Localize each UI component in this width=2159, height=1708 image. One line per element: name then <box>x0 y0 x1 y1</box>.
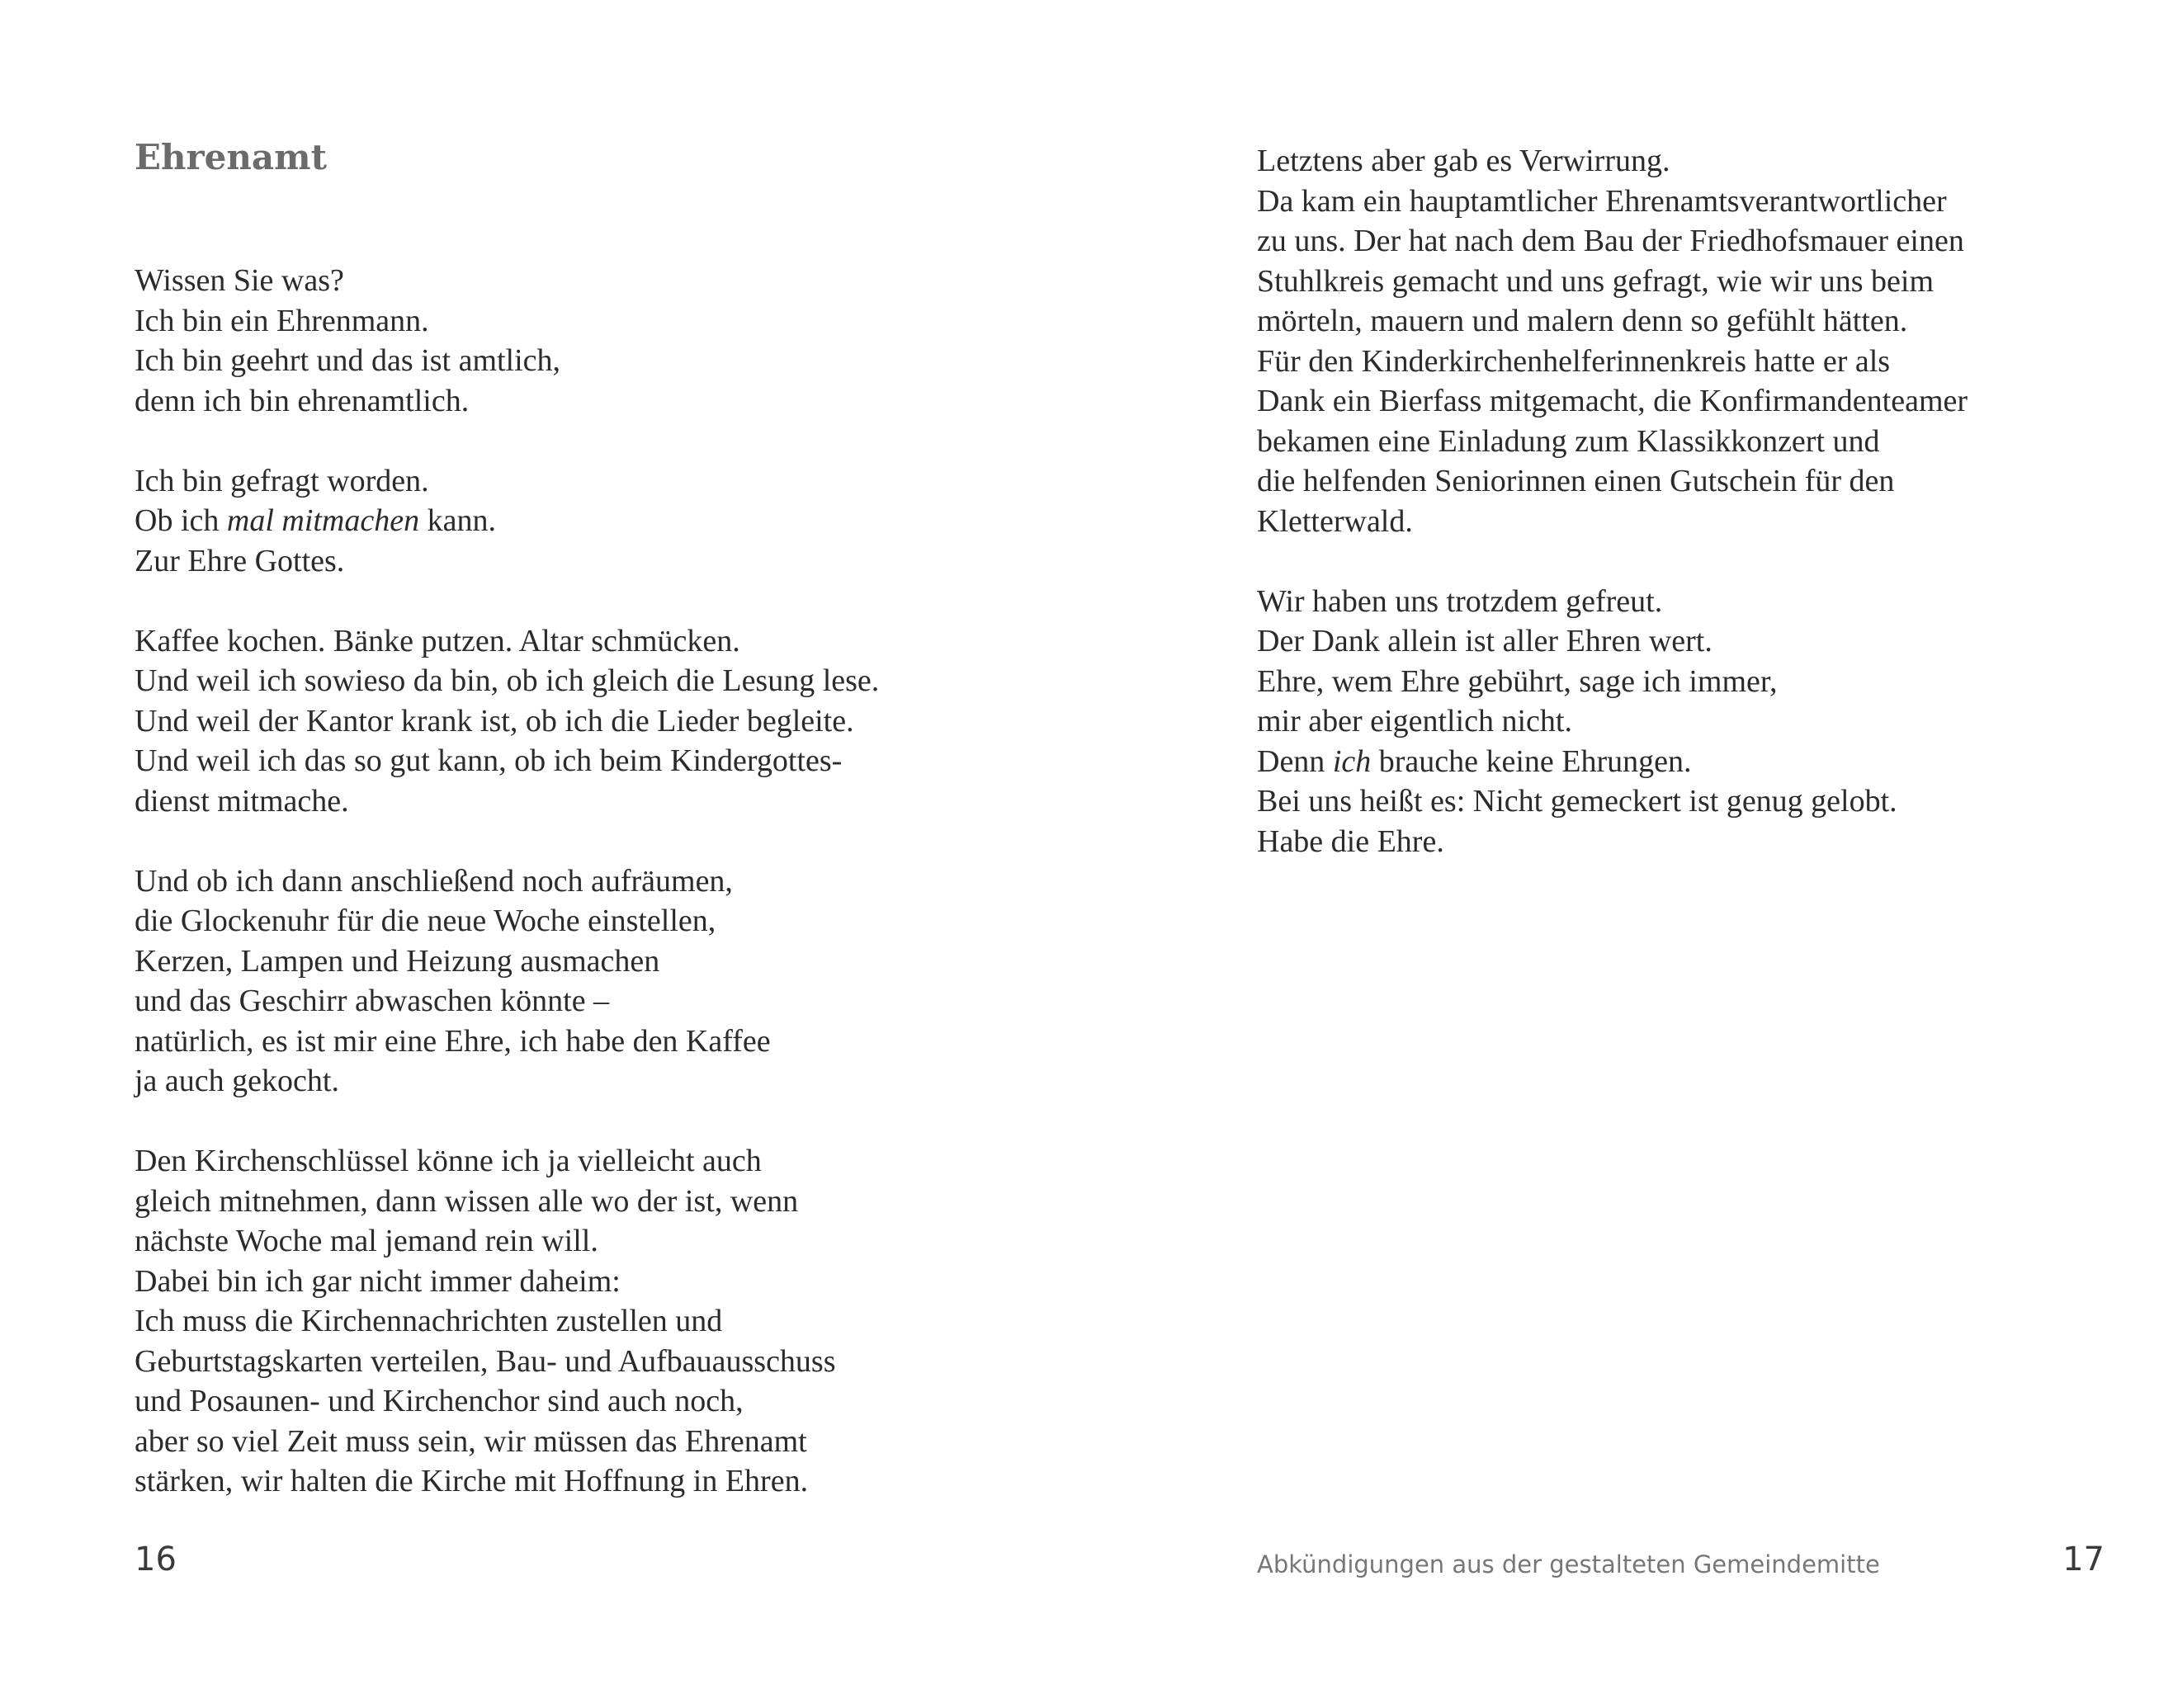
text-line: Habe die Ehre. <box>1257 823 1444 859</box>
text-line: Letztens aber gab es Verwirrung. <box>1257 144 1670 178</box>
left-body-text <box>135 261 879 1502</box>
text-segment: Ob ich <box>135 503 227 538</box>
text-line: Zur Ehre Gottes. <box>135 543 345 578</box>
text-line: Kletterwald. <box>1257 503 1413 539</box>
text-line: nächste Woche mal jemand rein will. <box>135 1224 598 1258</box>
text-line: ja auch gekocht. <box>135 1064 339 1098</box>
text-line: Kerzen, Lampen und Heizung ausmachen <box>135 943 660 979</box>
text-segment: kann. <box>419 503 496 538</box>
text-line: mörteln, mauern und malern denn so gefühlt hätten. <box>1257 304 1908 338</box>
text-line: Und weil ich das so gut kann, ob ich beim Kindergottes- <box>135 743 843 778</box>
text-line: Und ob ich dann anschließend noch aufräumen, <box>135 863 733 899</box>
text-line: mir aber eigentlich nicht. <box>1257 704 1572 738</box>
text-segment: brauche keine Ehrungen. <box>1371 743 1692 779</box>
text-line-mixed <box>1257 742 1968 782</box>
right-page <box>1080 0 2159 1708</box>
text-line-mixed <box>135 501 879 541</box>
stanza <box>1257 141 1968 541</box>
italic-text: ich <box>1332 743 1372 779</box>
stanza <box>135 261 879 421</box>
text-line: die Glockenuhr für die neue Woche einstellen, <box>135 904 716 938</box>
text-line: die helfenden Seniorinnen einen Gutschein für den <box>1257 464 1895 498</box>
text-line: und Posaunen- und Kirchenchor sind auch noch, <box>135 1384 744 1418</box>
text-line: Ich bin geehrt und das ist amtlich, <box>135 343 561 378</box>
text-line: Geburtstagskarten verteilen, Bau- und Aufbauausschuss <box>135 1343 836 1379</box>
text-line: dienst mitmache. <box>135 783 349 819</box>
right-body-text <box>1257 141 1968 861</box>
text-line: Wissen Sie was? <box>135 263 344 298</box>
text-line: Und weil der Kantor krank ist, ob ich die Lieder begleite. <box>135 703 854 738</box>
text-line: stärken, wir halten die Kirche mit Hoffnung in Ehren. <box>135 1464 809 1498</box>
text-line: Da kam ein hauptamtlicher Ehrenamtsverantwortlicher <box>1257 183 1947 219</box>
stanza <box>135 621 879 822</box>
text-line: gleich mitnehmen, dann wissen alle wo der ist, wenn <box>135 1183 799 1219</box>
stanza <box>135 1141 879 1502</box>
text-line: Ehre, wem Ehre gebührt, sage ich immer, <box>1257 663 1778 699</box>
text-segment: Denn <box>1257 743 1333 779</box>
running-footer: Abkündigungen aus der gestalteten Gemeindemitte <box>1257 1550 1880 1578</box>
stanza <box>135 861 879 1102</box>
text-line: Ich bin gefragt worden. <box>135 463 429 498</box>
text-line: natürlich, es ist mir eine Ehre, ich habe den Kaffee <box>135 1023 771 1059</box>
text-line: Dabei bin ich gar nicht immer daheim: <box>135 1263 621 1299</box>
text-line: aber so viel Zeit muss sein, wir müssen das Ehrenamt <box>135 1423 807 1459</box>
page-number: 16 <box>135 1541 177 1578</box>
text-line: zu uns. Der hat nach dem Bau der Friedhofsmauer einen <box>1257 224 1964 258</box>
text-line: Für den Kinderkirchenhelferinnenkreis hatte er als <box>1257 343 1891 379</box>
italic-text: mal mitmachen <box>226 503 420 538</box>
text-line: Und weil ich sowieso da bin, ob ich gleich die Lesung lese. <box>135 663 880 698</box>
text-line: denn ich bin ehrenamtlich. <box>135 383 470 418</box>
page-number: 17 <box>2062 1541 2105 1578</box>
stanza <box>135 461 879 582</box>
text-line: Den Kirchenschlüssel könne ich ja vielleicht auch <box>135 1144 762 1178</box>
text-line: Wir haben uns trotzdem gefreut. <box>1257 583 1663 619</box>
chapter-title: Ehrenamt <box>135 137 327 177</box>
text-line: Der Dank allein ist aller Ehren wert. <box>1257 624 1713 658</box>
text-line: bekamen eine Einladung zum Klassikkonzert und <box>1257 423 1880 459</box>
text-line: Bei uns heißt es: Nicht gemeckert ist genug gelobt. <box>1257 784 1897 819</box>
text-line: Kaffee kochen. Bänke putzen. Altar schmücken. <box>135 623 740 658</box>
text-line: Stuhlkreis gemacht und uns gefragt, wie wir uns beim <box>1257 263 1935 299</box>
text-line: und das Geschirr abwaschen könnte – <box>135 984 610 1018</box>
text-line: Ich muss die Kirchennachrichten zustellen und <box>135 1304 723 1338</box>
text-line: Dank ein Bierfass mitgemacht, die Konfirmandenteamer <box>1257 384 1968 418</box>
text-line: Ich bin ein Ehrenmann. <box>135 303 429 338</box>
stanza <box>1257 582 1968 862</box>
